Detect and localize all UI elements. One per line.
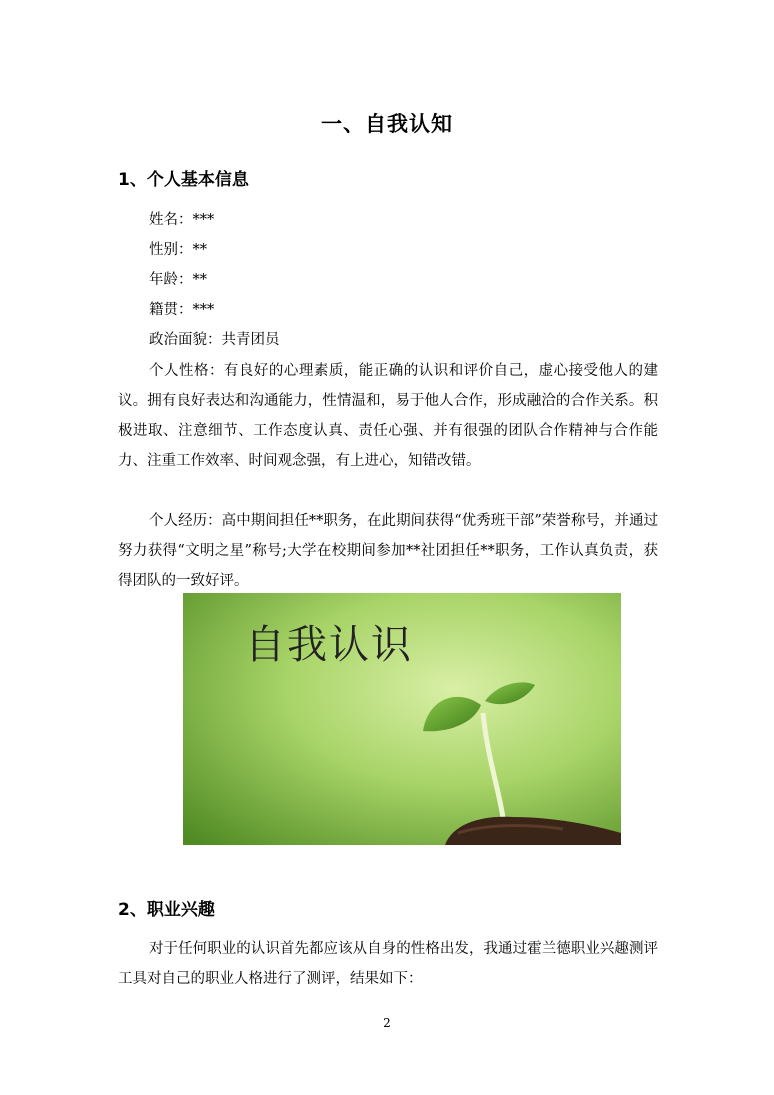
chapter-title: 一、自我认知 [321, 111, 453, 136]
section-title-career-interest: 2、职业兴趣 [118, 900, 215, 920]
field-political-status: 政治面貌：共青团员 [149, 332, 280, 348]
self-awareness-image [183, 593, 621, 845]
field-age: 年龄：** [149, 272, 207, 288]
paragraph-personality: 个人性格：有良好的心理素质，能正确的认识和评价自己，虚心接受他人的建议。拥有良好表达和沟通能力，性情温和，易于他人合作，形成融洽的合作关系。积极进取、注意细节、工作态度认真、责任心强、并有很强的团队合作精神与合作能力、注重工作效率、时间观念强，有上进心，知错改错。 [118, 363, 658, 469]
image-caption-text: 自我认识 [245, 622, 413, 668]
paragraph-experience: 个人经历：高中期间担任**职务，在此期间获得“优秀班干部”荣誉称号，并通过努力获得“文明之星”称号;大学在校期间参加**社团担任**职务，工作认真负责，获得团队的一致好评。 [118, 513, 658, 589]
paragraph-career-interest: 对于任何职业的认识首先都应该从自身的性格出发，我通过霍兰德职业兴趣测评工具对自己的职业人格进行了测评，结果如下： [118, 941, 658, 987]
section-title-basic-info: 1、个人基本信息 [118, 170, 249, 190]
page-number: 2 [383, 1016, 391, 1030]
field-gender: 性别：** [149, 242, 207, 258]
field-name: 姓名：*** [149, 212, 215, 228]
field-origin: 籍贯：*** [149, 302, 215, 318]
